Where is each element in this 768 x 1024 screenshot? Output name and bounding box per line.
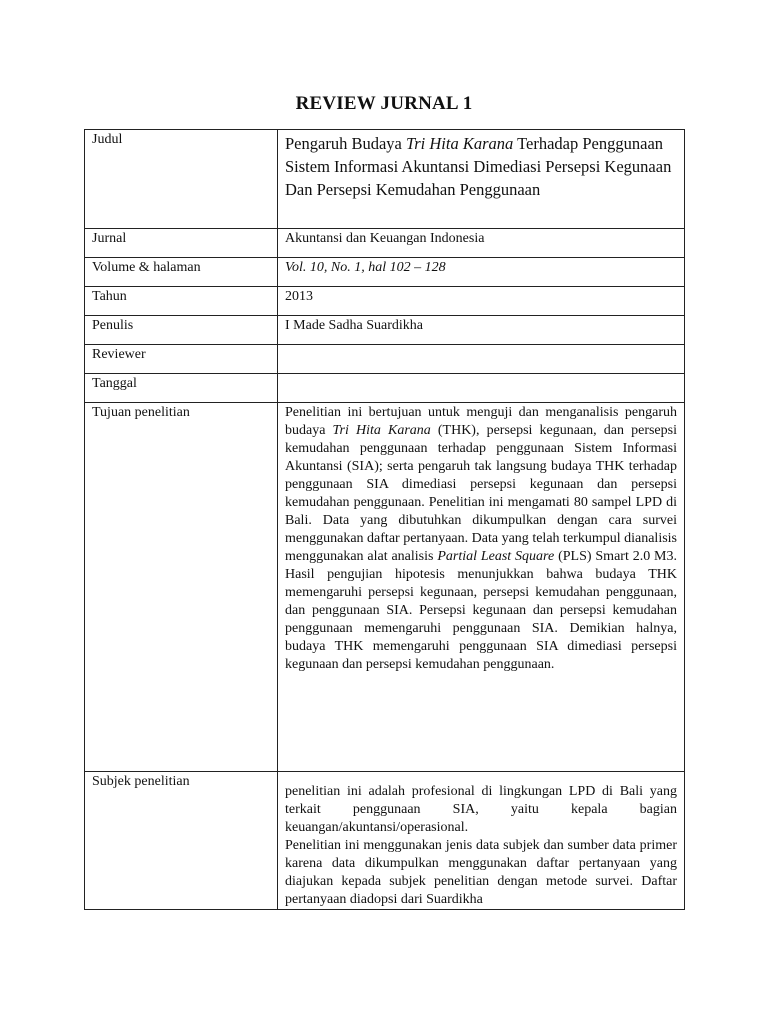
judul-text-italic: Tri Hita Karana: [405, 134, 514, 153]
value-tahun: 2013: [278, 287, 685, 316]
judul-text-pre: Pengaruh Budaya: [285, 134, 406, 153]
value-penulis: I Made Sadha Suardikha: [278, 316, 685, 345]
tujuan-italic-1: Tri Hita Karana: [332, 423, 431, 438]
subjek-paragraph-2: Penelitian ini menggunakan jenis data subjek dan sumber data primer karena data dikumpulkan menggunakan daftar pertanyaan yang diajukan kepada subjek penelitian dengan metode survei. Daftar pertanyaan diadopsi dari Suardikha: [285, 838, 677, 907]
row-tujuan: [85, 403, 685, 772]
volume-text: Vol. 10, No. 1, hal 102 – 128: [285, 260, 446, 275]
value-subjek: [278, 772, 685, 910]
value-tujuan: [278, 403, 685, 772]
row-subjek: [85, 772, 685, 910]
row-jurnal: [85, 229, 685, 258]
row-penulis: [85, 316, 685, 345]
tujuan-text-1: Penelitian ini bertujuan untuk menguji dan menganalisis pengaruh budaya: [285, 405, 677, 438]
label-tanggal: Tanggal: [85, 374, 278, 403]
label-volume: Volume & halaman: [85, 258, 278, 287]
label-judul: Judul: [85, 130, 278, 229]
tujuan-italic-2: Partial Least Square: [437, 549, 555, 564]
document-title: REVIEW JURNAL 1: [295, 93, 473, 114]
row-tanggal: [85, 374, 685, 403]
tujuan-text-2: (THK), persepsi kegunaan, dan persepsi kemudahan penggunaan terhadap penggunaan Sistem Informasi Akuntansi (SIA); serta pengaruh tak langsung budaya THK terhadap penggunaan SIA dimediasi persepsi kegunaan dan persepsi kemudahan penggunaan. Penelitian ini mengamati 80 sampel LPD di Bali. Data yang dibutuhkan dikumpulkan dengan cara survei menggunakan daftar pertanyaan. Data yang telah terkumpul dianalisis menggunakan alat analisis: [285, 423, 677, 564]
label-jurnal: Jurnal: [85, 229, 278, 258]
value-tanggal: [278, 374, 685, 403]
value-volume: [278, 258, 685, 287]
value-judul: [278, 130, 685, 229]
subjek-text: [285, 783, 677, 909]
judul-text-post: Terhadap Penggunaan Sistem Informasi Akuntansi Dimediasi Persepsi Kegunaan Dan Persepsi Kemudahan Penggunaan: [285, 134, 672, 199]
label-reviewer: Reviewer: [85, 345, 278, 374]
value-jurnal: Akuntansi dan Keuangan Indonesia: [278, 229, 685, 258]
row-tahun: [85, 287, 685, 316]
label-penulis: Penulis: [85, 316, 278, 345]
value-reviewer: [278, 345, 685, 374]
row-volume: [85, 258, 685, 287]
label-tahun: Tahun: [85, 287, 278, 316]
row-reviewer: [85, 345, 685, 374]
row-judul: [85, 130, 685, 229]
label-subjek: Subjek penelitian: [85, 772, 278, 910]
label-tujuan: Tujuan penelitian: [85, 403, 278, 772]
review-table: [84, 129, 685, 910]
subjek-paragraph-1: penelitian ini adalah profesional di lingkungan LPD di Bali yang terkait penggunaan SIA, yaitu kepala bagian keuangan/akuntansi/operasional.: [285, 784, 677, 835]
tujuan-text-3: (PLS) Smart 2.0 M3. Hasil pengujian hipotesis menunjukkan bahwa budaya THK memengaruhi persepsi kegunaan, persepsi kemudahan penggunaan, dan penggunaan SIA. Persepsi kegunaan dan persepsi kemudahan penggunaan memengaruhi penggunaan SIA. Demikian halnya, budaya THK memengaruhi penggunaan SIA dimediasi persepsi kegunaan dan persepsi kemudahan penggunaan.: [285, 549, 678, 672]
